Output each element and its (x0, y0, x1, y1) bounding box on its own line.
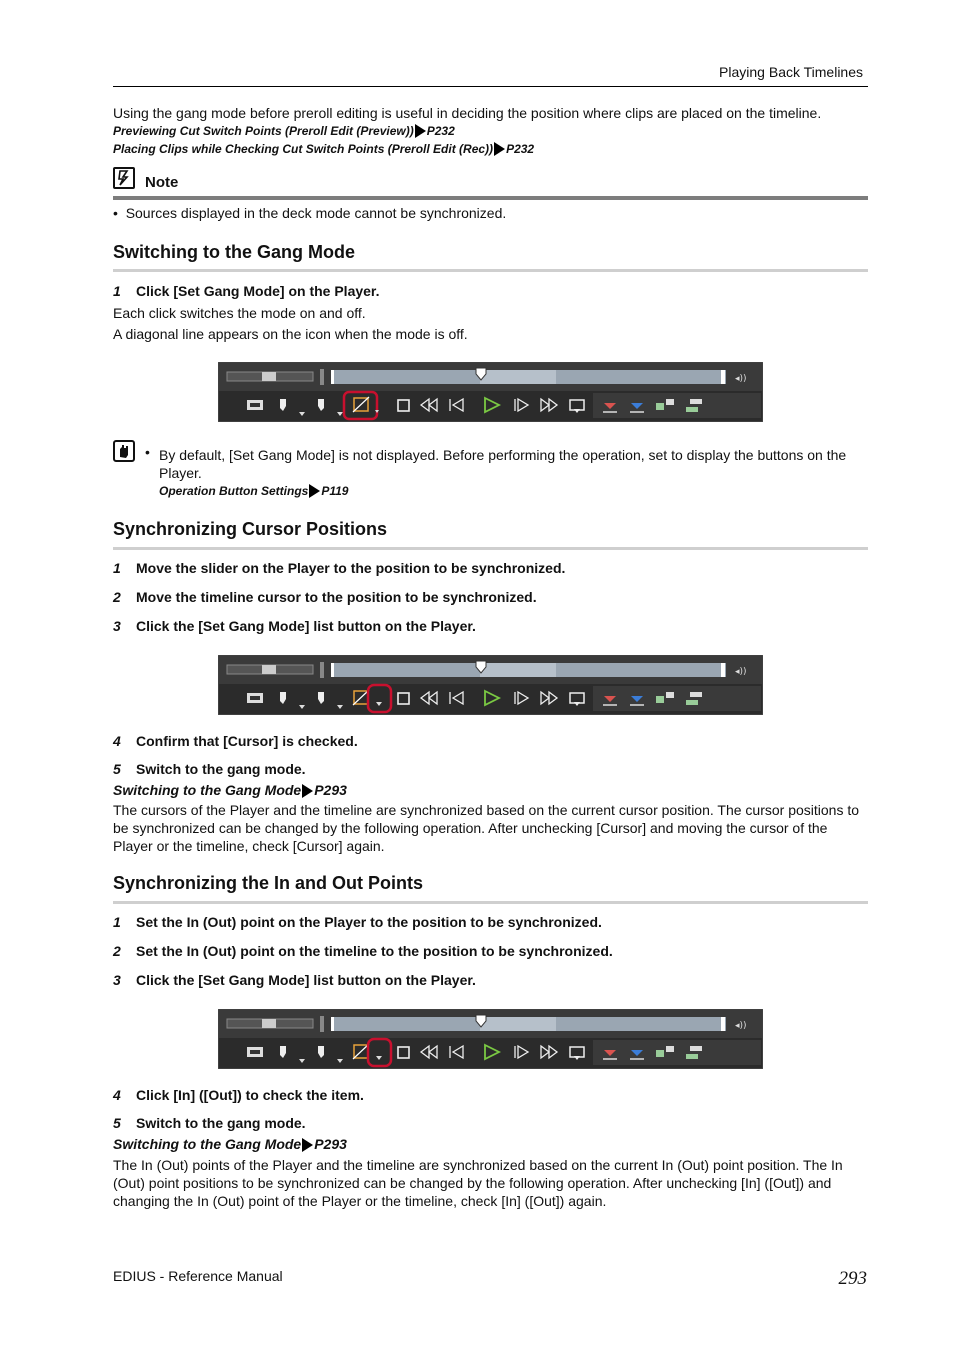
step-item: 1 Set the In (Out) point on the Player to the position to be synchronized. (113, 914, 602, 930)
step-item: 4 Click [In] ([Out]) to check the item. (113, 1087, 364, 1103)
export-icon (690, 399, 702, 404)
tip-icon (113, 440, 135, 462)
position-bar-start (331, 370, 334, 384)
intro-text: Using the gang mode before preroll editing is useful in deciding the position where clips are placed on the timeline. (113, 105, 822, 121)
footer-manual-name: EDIUS - Reference Manual (113, 1268, 283, 1284)
section3-body: The In (Out) points of the Player and the timeline are synchronized based on the current In (Out) point position. The In (Out) point positions to be synchronized can be changed by the following operation. After unchecking [In] ([Out]) and changing the In (Out) point of the Player or the timeline, check [In] ([Out]) again. (113, 1157, 843, 1209)
step-item: 5 Switch to the gang mode. (113, 1115, 306, 1131)
note-label: Note (145, 174, 179, 191)
step-item: 5 Switch to the gang mode. (113, 761, 306, 777)
section-title-in-out: Synchronizing the In and Out Points (113, 873, 423, 893)
add-to-bin-icon (656, 696, 664, 703)
position-bar-start (331, 1017, 334, 1031)
position-bar-end (721, 1017, 725, 1031)
page-number: 293 (838, 1268, 867, 1289)
tape-icon-window (250, 1050, 260, 1054)
position-bar-end (721, 663, 725, 677)
section-title-cursor: Synchronizing Cursor Positions (113, 519, 388, 539)
body-line: Each click switches the mode on and off. (113, 305, 366, 321)
position-bar-range (480, 370, 556, 384)
export-icon (690, 692, 702, 697)
export-icon (690, 1046, 702, 1051)
slider-divider (320, 662, 324, 678)
player-toolbar-3 (218, 1009, 763, 1069)
step-item: 2 Move the timeline cursor to the position to be synchronized. (113, 589, 537, 605)
slider-divider (320, 369, 324, 385)
export-icon-bottom (686, 407, 698, 412)
tape-icon-window (250, 403, 260, 407)
ref-arrow-icon (309, 484, 320, 498)
section2-body: The cursors of the Player and the timeline are synchronized based on the current cursor position. The cursor positions to be synchronized can be changed by the following operation. After unchecking [Cursor] and moving the cursor of the Player or the timeline, check [Cursor] again. (113, 802, 860, 854)
section-rule (113, 547, 868, 550)
edit-buttons-group (593, 1040, 761, 1065)
audio-icon: ◂)) (735, 1021, 747, 1031)
step-item: 3 Click the [Set Gang Mode] list button on the Player. (113, 618, 476, 634)
ref-arrow-icon (302, 1138, 313, 1152)
edit-buttons-group (593, 393, 761, 418)
audio-icon: ◂)) (735, 667, 747, 677)
header-rule (113, 86, 868, 87)
slider-divider (320, 1016, 324, 1032)
position-bar-range (480, 1017, 556, 1031)
export-icon-bottom (686, 1054, 698, 1059)
position-bar-range (480, 663, 556, 677)
section3-ref[interactable]: Switching to the Gang Mode P293 (113, 1136, 347, 1152)
note-icon (113, 167, 135, 189)
player-toolbar-2 (218, 655, 763, 715)
section-title-gang-mode: Switching to the Gang Mode (113, 242, 355, 262)
body-line: A diagonal line appears on the icon when the mode is off. (113, 326, 468, 342)
note-rule (113, 196, 868, 200)
position-bar-end (721, 370, 725, 384)
ref-arrow-icon (415, 124, 426, 138)
jog-slider-handle (262, 372, 276, 381)
step-item: 4 Confirm that [Cursor] is checked. (113, 733, 358, 749)
ref-arrow-icon (302, 784, 313, 798)
tip-bullet: • (145, 444, 150, 460)
note-item: • Sources displayed in the deck mode cannot be synchronized. (113, 205, 507, 221)
step-item: 1 Move the slider on the Player to the position to be synchronized. (113, 560, 566, 576)
add-to-bin-icon-top (666, 1046, 674, 1052)
export-icon-bottom (686, 700, 698, 705)
section2-ref[interactable]: Switching to the Gang Mode P293 (113, 782, 347, 798)
position-bar-start (331, 663, 334, 677)
step-item: 2 Set the In (Out) point on the timeline to the position to be synchronized. (113, 943, 613, 959)
audio-icon: ◂)) (735, 374, 747, 384)
add-to-bin-icon (656, 403, 664, 410)
step-item: 1 Click [Set Gang Mode] on the Player. (113, 283, 380, 299)
tip-ref[interactable]: Operation Button Settings P119 (159, 484, 349, 498)
intro-ref-2[interactable]: Placing Clips while Checking Cut Switch Points (Preroll Edit (Rec)) P232 (113, 142, 535, 156)
ref-arrow-icon (494, 142, 505, 156)
edit-buttons-group (593, 686, 761, 711)
jog-slider-handle (262, 665, 276, 674)
intro-ref-1[interactable]: Previewing Cut Switch Points (Preroll Edit (Preview)) P232 (113, 124, 455, 138)
section-rule (113, 269, 868, 272)
add-to-bin-icon-top (666, 399, 674, 405)
step-item: 3 Click the [Set Gang Mode] list button on the Player. (113, 972, 476, 988)
add-to-bin-icon (656, 1050, 664, 1057)
tip-text: By default, [Set Gang Mode] is not displayed. Before performing the operation, set to display the buttons on the Player. (159, 447, 847, 481)
add-to-bin-icon-top (666, 692, 674, 698)
player-toolbar-1 (218, 362, 763, 422)
section-rule (113, 901, 868, 904)
jog-slider-handle (262, 1019, 276, 1028)
tape-icon-window (250, 696, 260, 700)
running-header: Playing Back Timelines (719, 64, 863, 80)
